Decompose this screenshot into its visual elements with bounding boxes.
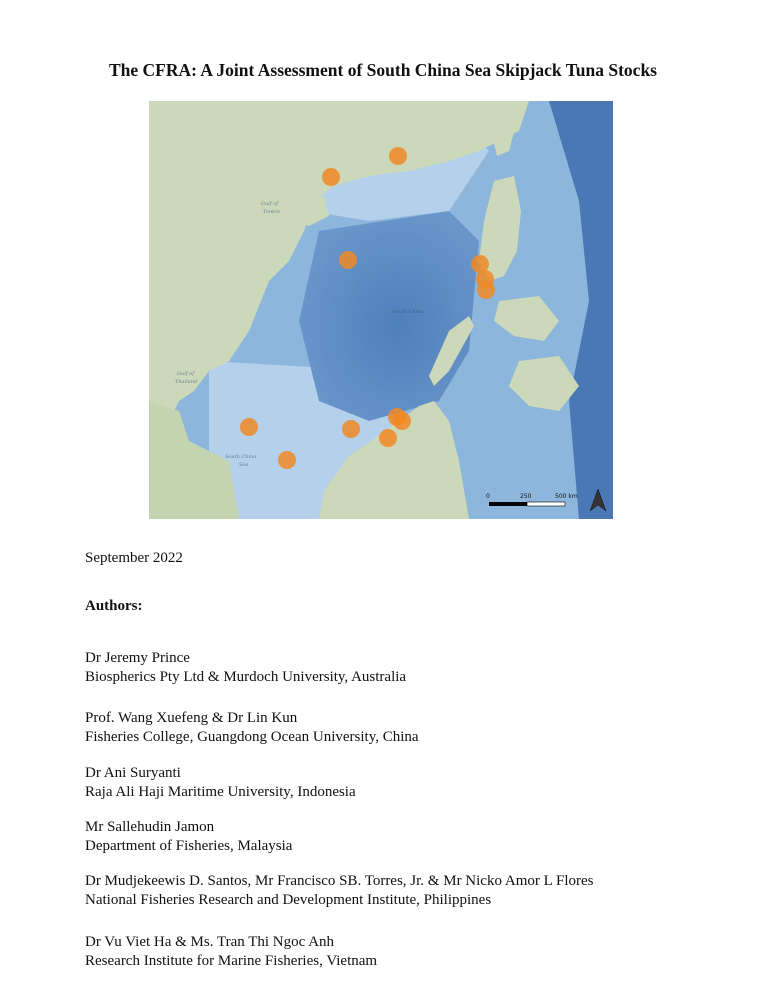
sample-site-marker <box>322 168 340 186</box>
author-entry <box>85 764 356 801</box>
map-label-south-china-sea: South China <box>225 454 257 460</box>
map-label-gulf-tonkin-2: Tonkin <box>263 209 281 215</box>
author-entry <box>85 649 406 686</box>
author-affiliation: Fisheries College, Guangdong Ocean University, China <box>85 728 419 745</box>
author-affiliation: Department of Fisheries, Malaysia <box>85 837 293 854</box>
publication-date: September 2022 <box>85 550 183 566</box>
sample-site-marker <box>240 418 258 436</box>
map-label-gulf-thailand-2: Thailand <box>175 379 198 385</box>
document-title: The CFRA: A Joint Assessment of South China Sea Skipjack Tuna Stocks <box>109 60 657 80</box>
author-names: Dr Vu Viet Ha & Ms. Tran Thi Ngoc Anh <box>85 934 335 950</box>
sample-site-marker <box>389 147 407 165</box>
map-label-south-china-sea-2: Sea <box>239 462 249 468</box>
sample-site-marker <box>342 420 360 438</box>
sample-site-marker <box>393 412 411 430</box>
author-entry <box>85 818 292 855</box>
sample-site-marker <box>278 451 296 469</box>
map-label-gulf-thailand: Gulf of <box>177 371 195 377</box>
map-label-gulf-tonkin: Gulf of <box>261 201 279 207</box>
author-affiliation: Biospherics Pty Ltd & Murdoch University, Australia <box>85 668 407 685</box>
sample-site-marker <box>379 429 397 447</box>
author-entry <box>85 933 377 970</box>
author-affiliation: National Fisheries Research and Development Institute, Philippines <box>85 891 492 908</box>
scale-label-end: 500 km <box>555 493 578 500</box>
map-image <box>149 101 613 519</box>
sample-site-marker <box>339 251 357 269</box>
author-entry <box>85 709 419 746</box>
author-affiliation: Research Institute for Marine Fisheries, Vietnam <box>85 952 378 969</box>
author-names: Dr Jeremy Prince <box>85 650 190 666</box>
authors-heading: Authors: <box>85 598 143 614</box>
author-names: Prof. Wang Xuefeng & Dr Lin Kun <box>85 710 298 726</box>
author-names: Mr Sallehudin Jamon <box>85 819 215 835</box>
author-names: Dr Ani Suryanti <box>85 765 181 781</box>
scale-label-zero: 0 <box>486 493 490 500</box>
author-names: Dr Mudjekeewis D. Santos, Mr Francisco SB. Torres, Jr. & Mr Nicko Amor L Flores <box>85 873 594 889</box>
sample-site-marker <box>477 281 495 299</box>
author-affiliation: Raja Ali Haji Maritime University, Indonesia <box>85 783 356 800</box>
author-entry <box>85 872 594 909</box>
scale-label-mid: 250 <box>520 493 532 500</box>
map-label-sea-center: South China <box>392 309 424 315</box>
